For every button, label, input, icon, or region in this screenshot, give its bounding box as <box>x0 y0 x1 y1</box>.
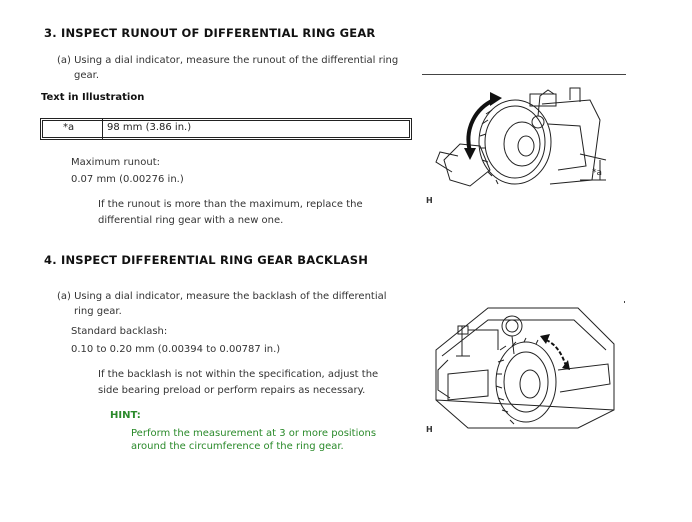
figure-divider-line <box>422 74 626 75</box>
figure-2-mark: H <box>426 425 433 434</box>
runout-spec-label: Maximum runout: <box>71 157 160 168</box>
section-4-step-line-2: ring gear. <box>74 306 122 317</box>
section-3-step-line-1: (a) Using a dial indicator, measure the runout of the differential ring <box>57 55 399 66</box>
hint-label: HINT: <box>110 410 141 421</box>
backlash-spec-label: Standard backlash: <box>71 326 168 337</box>
backlash-spec-value: 0.10 to 0.20 mm (0.00394 to 0.00787 in.) <box>71 344 281 355</box>
backlash-figure-illustration <box>428 300 624 434</box>
table-key-cell: *a <box>63 122 75 133</box>
illustration-text-table <box>40 118 412 140</box>
runout-figure-illustration <box>430 80 630 200</box>
stray-mark <box>624 301 625 303</box>
table-column-divider <box>102 119 103 139</box>
runout-spec-value: 0.07 mm (0.00276 in.) <box>71 174 184 185</box>
table-value-cell: 98 mm (3.86 in.) <box>107 122 192 133</box>
figure-1-mark: H <box>426 196 433 205</box>
figure-label-a: *a <box>592 168 603 178</box>
section-3-heading: 3. INSPECT RUNOUT OF DIFFERENTIAL RING GEAR <box>44 26 376 40</box>
runout-note-line-1: If the runout is more than the maximum, replace the <box>98 199 363 210</box>
runout-note-line-2: differential ring gear with a new one. <box>98 215 284 226</box>
section-4-heading: 4. INSPECT DIFFERENTIAL RING GEAR BACKLASH <box>44 253 369 267</box>
hint-line-1: Perform the measurement at 3 or more positions <box>131 428 377 439</box>
backlash-note-line-2: side bearing preload or perform repairs as necessary. <box>98 385 366 396</box>
table-inner-border <box>42 120 410 138</box>
section-3-step-line-2: gear. <box>74 70 99 81</box>
section-4-step-line-1: (a) Using a dial indicator, measure the backlash of the differential <box>57 291 387 302</box>
hint-line-2: around the circumference of the ring gear. <box>131 441 344 452</box>
backlash-note-line-1: If the backlash is not within the specification, adjust the <box>98 369 379 380</box>
illustration-title: Text in Illustration <box>41 92 145 103</box>
